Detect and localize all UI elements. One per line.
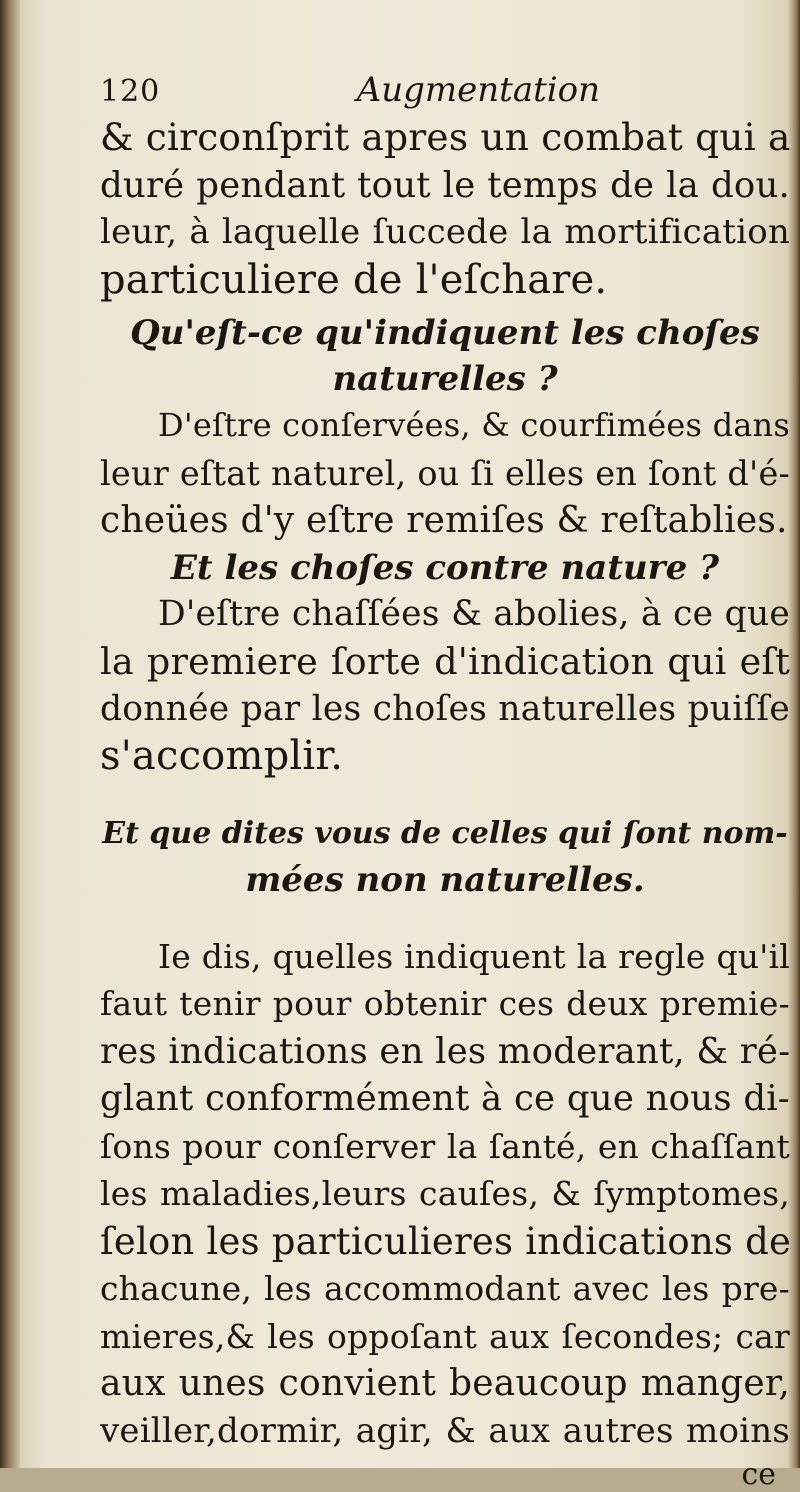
paragraph-2	[100, 402, 790, 545]
text-line: les maladies,leurs cauſes, & ſymptomes,	[100, 1174, 790, 1213]
question-heading-1	[100, 310, 790, 402]
page-header	[100, 70, 790, 114]
text-line: aux unes convient beaucoup manger,	[100, 1363, 790, 1404]
text-line: ſons pour conſerver la ſanté, en chaſſant	[100, 1126, 790, 1166]
text-line: leur eſtat naturel, ou ſi elles en ſont d'é-	[100, 453, 790, 493]
text-line: ſelon les particulieres indications de	[100, 1219, 792, 1263]
text-line: cheües d'y eſtre remiſes & reſtablies.	[100, 500, 788, 541]
question-line: naturelles ?	[332, 359, 558, 399]
text-line: res indications en les moderant, & ré-	[100, 1030, 791, 1072]
question-line: Qu'eſt-ce qu'indiquent les choſes	[130, 313, 760, 353]
question-heading-3	[100, 811, 790, 903]
text-line: particuliere de l'eſchare.	[100, 256, 608, 303]
text-line: chacune, les accommodant avec les pre-	[100, 1269, 790, 1308]
text-line: D'eſtre conſervées, & courfimées dans	[158, 406, 790, 444]
page-text	[100, 70, 790, 1492]
text-line: duré pendant tout le temps de la dou.	[100, 164, 790, 206]
page-number: 120	[100, 74, 161, 109]
question-line: Et les choſes contre nature ?	[171, 547, 719, 588]
question-heading-2	[100, 545, 790, 591]
text-line: la premiere ſorte d'indication qui eſt	[100, 640, 790, 683]
paragraph-3	[100, 591, 790, 781]
question-line: Et que dites vous de celles qui ſont nom-	[102, 815, 788, 851]
text-line: Ie dis, quelles indiquent la regle qu'il	[158, 936, 790, 976]
page-gutter-shadow	[0, 0, 20, 1468]
paragraph-1	[100, 114, 790, 304]
text-line: D'eſtre chaſſées & abolies, à ce que	[158, 593, 790, 634]
catchword: ce	[741, 1457, 776, 1492]
question-line: mées non naturelles.	[245, 859, 645, 900]
text-line: veiller,dormir, agir, & aux autres moins	[100, 1410, 790, 1451]
paragraph-4	[100, 933, 790, 1456]
text-line: faut tenir pour obtenir ces deux premie-	[100, 984, 790, 1023]
text-line: s'accomplir.	[100, 733, 344, 779]
text-line: leur, à laquelle ſuccede la mortification	[100, 212, 790, 252]
text-line: glant conformément à ce que nous di-	[100, 1078, 790, 1119]
running-title: Augmentation	[356, 70, 600, 110]
text-line: mieres,& les oppoſant aux ſecondes; car	[100, 1316, 790, 1356]
text-line: donnée par les choſes naturelles puiſſe	[100, 688, 790, 729]
text-line: & circonſprit apres un combat qui a	[100, 115, 791, 159]
